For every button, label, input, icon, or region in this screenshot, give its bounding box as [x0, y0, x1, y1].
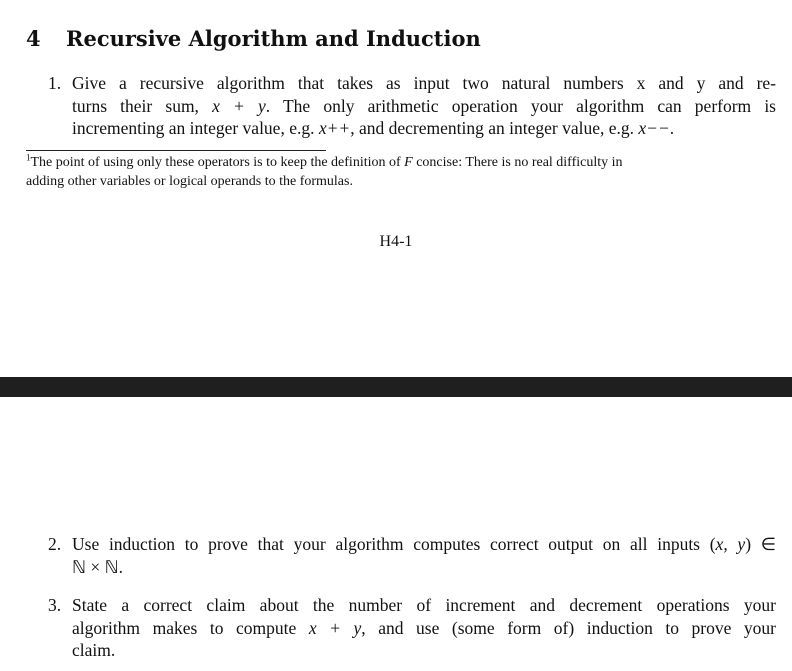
math-expression: x, y	[715, 534, 746, 554]
footnote-line	[26, 153, 776, 172]
item-body	[72, 533, 776, 578]
item-line	[72, 594, 776, 617]
text-run: incrementing an integer value, e.g.	[72, 118, 319, 138]
section-number: 4	[26, 26, 41, 51]
page-number: H4-1	[379, 233, 413, 250]
math-expression: x + y	[308, 617, 362, 638]
text-run: Use induction to prove that your algorithm computes correct output on all inputs (	[72, 534, 716, 554]
item-line	[72, 533, 776, 556]
text-run: , and decrementing an integer value, e.g.	[350, 118, 639, 138]
text-run: The point of using only these operators is to keep the definition of	[30, 155, 405, 170]
item-line	[72, 72, 776, 95]
text-run: turns their sum,	[72, 95, 213, 116]
document-page-bottom	[0, 397, 792, 671]
item-line	[72, 95, 776, 118]
footnote-mark: 1	[26, 152, 31, 163]
item-body	[72, 72, 776, 140]
text-run: State a correct claim about the number of increment and decrement operations your	[72, 595, 776, 615]
footnote-rule	[26, 150, 326, 151]
page-divider	[0, 377, 792, 397]
section-title: Recursive Algorithm and Induction	[66, 26, 481, 51]
problem-item-2	[48, 533, 776, 578]
item-line	[72, 639, 776, 662]
footnote	[26, 153, 776, 191]
math-expression: x++	[318, 118, 351, 138]
item-body	[72, 594, 776, 662]
text-run: . The only arithmetic operation your algorithm can perform is	[265, 95, 776, 116]
item-line	[72, 117, 776, 140]
footnote-line: adding other variables or logical operands to the formulas.	[26, 174, 353, 189]
section-heading	[26, 26, 481, 51]
text-run: ℕ × ℕ.	[72, 556, 124, 577]
math-expression: F	[404, 155, 413, 170]
item-marker: 2.	[48, 534, 62, 554]
text-run: , and use (some form of) induction to prove your	[361, 617, 777, 638]
problem-item-1	[48, 72, 776, 140]
text-run: algorithm makes to compute	[72, 617, 309, 638]
math-expression: x−−	[638, 118, 670, 138]
math-expression: x + y	[212, 95, 266, 116]
item-line	[72, 556, 776, 579]
text-run: Give a recursive algorithm that takes as input two natural numbers x and y and re-	[72, 73, 776, 93]
text-run: claim.	[72, 640, 116, 660]
text-run: concise: There is no real difficulty in	[412, 155, 623, 170]
item-marker: 3.	[48, 595, 62, 615]
text-run: .	[669, 118, 675, 138]
text-run: ) ∈	[745, 534, 776, 554]
item-marker: 1.	[48, 73, 62, 93]
item-line	[72, 617, 776, 640]
problem-item-3	[48, 594, 776, 662]
